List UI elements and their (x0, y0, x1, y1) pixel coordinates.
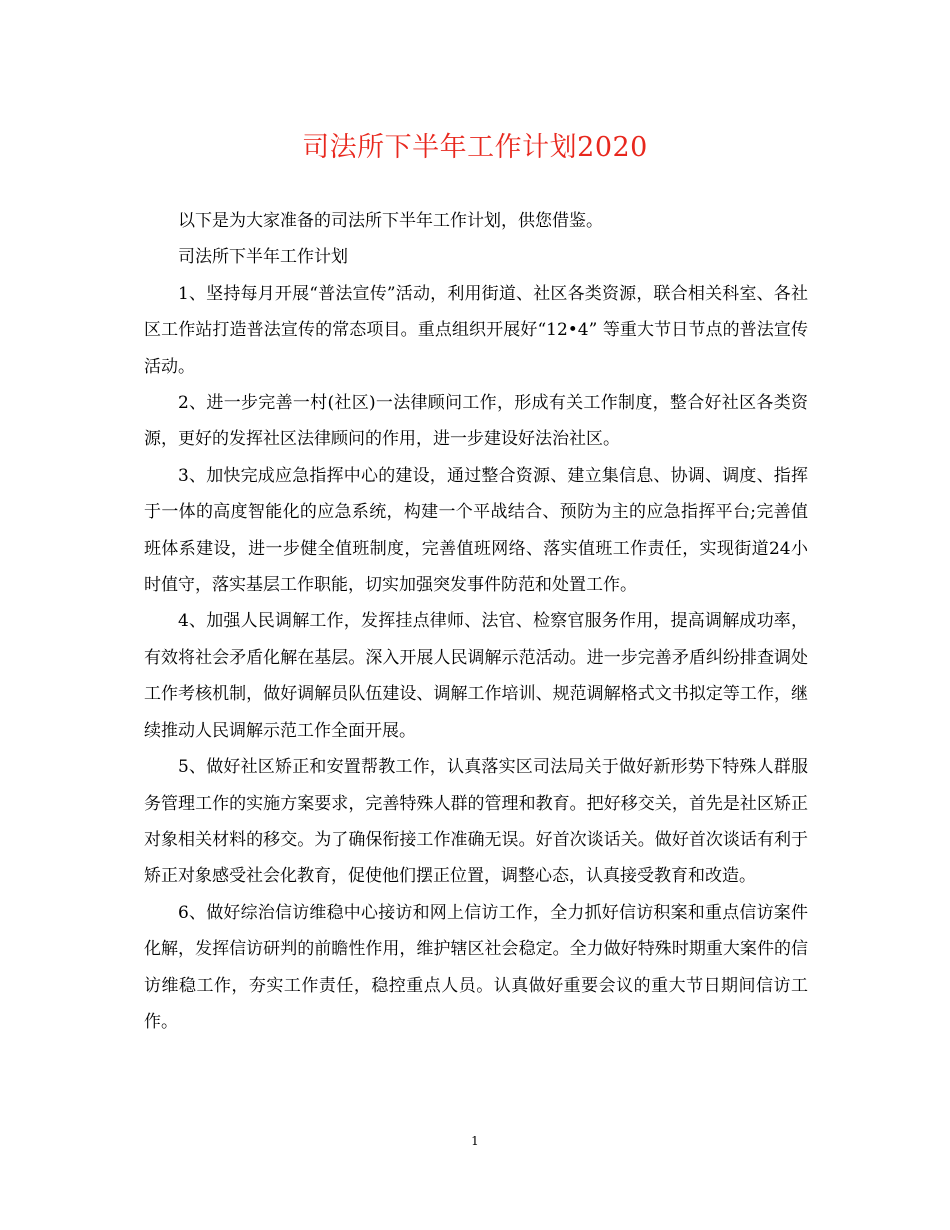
item-2-paragraph: 2、进一步完善一村(社区)一法律顾问工作，形成有关工作制度，整合好社区各类资源，更好的发挥社区法律顾问的作用，进一步建设好法治社区。 (144, 393, 808, 450)
item-3-paragraph: 3、加快完成应急指挥中心的建设，通过整合资源、建立集信息、协调、调度、指挥于一体的高度智能化的应急系统，构建一个平战结合、预防为主的应急指挥平台;完善值班体系建设，进一步健全值班制度，完善值班网络、落实值班工作责任，实现街道24小时值守，落实基层工作职能，切实加强突发事件防范和处置工作。 (144, 465, 808, 596)
document-body (144, 203, 808, 1040)
item-4-paragraph: 4、加强人民调解工作，发挥挂点律师、法官、检察官服务作用，提高调解成功率，有效将社会矛盾化解在基层。深入开展人民调解示范活动。进一步完善矛盾纠纷排查调处工作考核机制，做好调解员队伍建设、调解工作培训、规范调解格式文书拟定等工作，继续推动人民调解示范工作全面开展。 (144, 611, 808, 741)
page-number: 1 (471, 1134, 479, 1148)
item-5-paragraph: 5、做好社区矫正和安置帮教工作，认真落实区司法局关于做好新形势下特殊人群服务管理工作的实施方案要求，完善特殊人群的管理和教育。把好移交关，首先是社区矫正对象相关材料的移交。为了确保衔接工作准确无误。好首次谈话关。做好首次谈话有利于矫正对象感受社会化教育，促使他们摆正位置，调整心态，认真接受教育和改造。 (144, 757, 808, 887)
item-1-paragraph: 1、坚持每月开展“普法宣传”活动，利用街道、社区各类资源，联合相关科室、各社区工作站打造普法宣传的常态项目。重点组织开展好“12•4” 等重大节日节点的普法宣传活动。 (144, 283, 808, 377)
subtitle-paragraph: 司法所下半年工作计划 (178, 247, 348, 268)
intro-paragraph: 以下是为大家准备的司法所下半年工作计划，供您借鉴。 (178, 211, 603, 231)
document-title: 司法所下半年工作计划2020 (302, 132, 648, 163)
item-6-paragraph: 6、做好综治信访维稳中心接访和网上信访工作，全力抓好信访积案和重点信访案件化解，发挥信访研判的前瞻性作用，维护辖区社会稳定。全力做好特殊时期重大案件的信访维稳工作，夯实工作责任，稳控重点人员。认真做好重要会议的重大节日期间信访工作。 (144, 902, 808, 1032)
